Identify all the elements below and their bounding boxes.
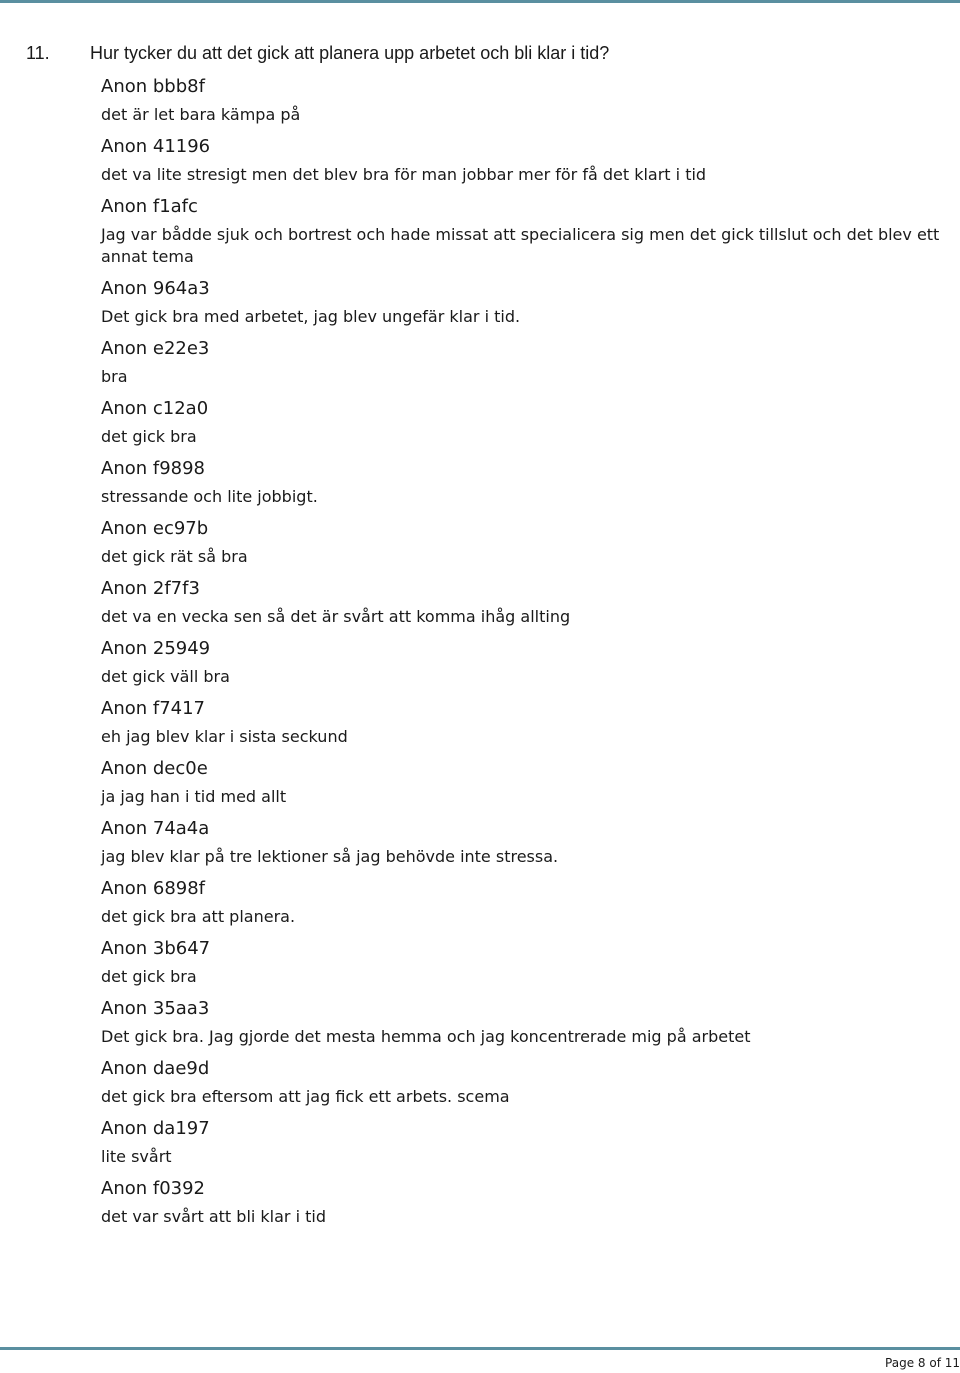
question-text: Hur tycker du att det gick att planera upp arbetet och bli klar i tid? <box>90 43 610 63</box>
response-author: Anon f7417 <box>101 698 206 719</box>
response-item <box>101 816 941 868</box>
response-item <box>101 756 941 808</box>
response-answer: Det gick bra med arbetet, jag blev ungefär klar i tid. <box>101 307 521 326</box>
response-item <box>101 576 941 628</box>
response-item <box>101 74 941 126</box>
response-answer: det gick bra att planera. <box>101 907 296 926</box>
response-answer: det gick väll bra <box>101 667 230 686</box>
response-item <box>101 936 941 988</box>
response-answer: det gick rät så bra <box>101 547 248 566</box>
response-author: Anon c12a0 <box>101 398 209 419</box>
response-item <box>101 456 941 508</box>
response-list <box>101 74 941 1236</box>
response-item <box>101 194 941 268</box>
response-author: Anon 964a3 <box>101 278 210 299</box>
response-item <box>101 276 941 328</box>
response-author: Anon dec0e <box>101 758 208 779</box>
response-author: Anon 6898f <box>101 878 206 899</box>
response-item <box>101 1116 941 1168</box>
response-answer: Jag var bådde sjuk och bortrest och hade missat att specialicera sig men det gick tillslut och det blev ett annat tema <box>101 225 940 266</box>
response-answer: ja jag han i tid med allt <box>101 787 287 806</box>
response-answer: det gick bra eftersom att jag fick ett arbets. scema <box>101 1087 510 1106</box>
response-item <box>101 696 941 748</box>
question-number: 11. <box>26 43 50 63</box>
response-answer: det gick bra <box>101 967 197 986</box>
response-item <box>101 134 941 186</box>
response-author: Anon 74a4a <box>101 818 210 839</box>
response-item <box>101 636 941 688</box>
question-heading <box>26 40 946 66</box>
response-answer: det va en vecka sen så det är svårt att komma ihåg allting <box>101 607 571 626</box>
response-item <box>101 876 941 928</box>
response-item <box>101 336 941 388</box>
response-item <box>101 516 941 568</box>
response-answer: stressande och lite jobbigt. <box>101 487 318 506</box>
response-author: Anon 2f7f3 <box>101 578 200 599</box>
page-number: Page 8 of 11 <box>885 1356 960 1370</box>
response-author: Anon 35aa3 <box>101 998 210 1019</box>
response-author: Anon 25949 <box>101 638 211 659</box>
response-answer: lite svårt <box>101 1147 172 1166</box>
response-author: Anon 41196 <box>101 136 211 157</box>
response-author: Anon f0392 <box>101 1178 206 1199</box>
response-author: Anon 3b647 <box>101 938 211 959</box>
response-author: Anon f9898 <box>101 458 206 479</box>
response-answer: eh jag blev klar i sista seckund <box>101 727 348 746</box>
response-author: Anon e22e3 <box>101 338 210 359</box>
response-answer: det är let bara kämpa på <box>101 105 301 124</box>
response-answer: Det gick bra. Jag gjorde det mesta hemma och jag koncentrerade mig på arbetet <box>101 1027 751 1046</box>
response-author: Anon bbb8f <box>101 76 205 97</box>
response-author: Anon da197 <box>101 1118 210 1139</box>
response-author: Anon dae9d <box>101 1058 210 1079</box>
response-answer: det var svårt att bli klar i tid <box>101 1207 326 1226</box>
response-item <box>101 396 941 448</box>
response-item <box>101 996 941 1048</box>
response-answer: det va lite stresigt men det blev bra för man jobbar mer för få det klart i tid <box>101 165 707 184</box>
response-author: Anon f1afc <box>101 196 198 217</box>
response-item <box>101 1056 941 1108</box>
response-author: Anon ec97b <box>101 518 209 539</box>
response-answer: jag blev klar på tre lektioner så jag behövde inte stressa. <box>101 847 559 866</box>
footer-divider <box>0 1347 960 1350</box>
top-divider <box>0 0 960 3</box>
response-answer: bra <box>101 367 128 386</box>
response-answer: det gick bra <box>101 427 197 446</box>
response-item <box>101 1176 941 1228</box>
